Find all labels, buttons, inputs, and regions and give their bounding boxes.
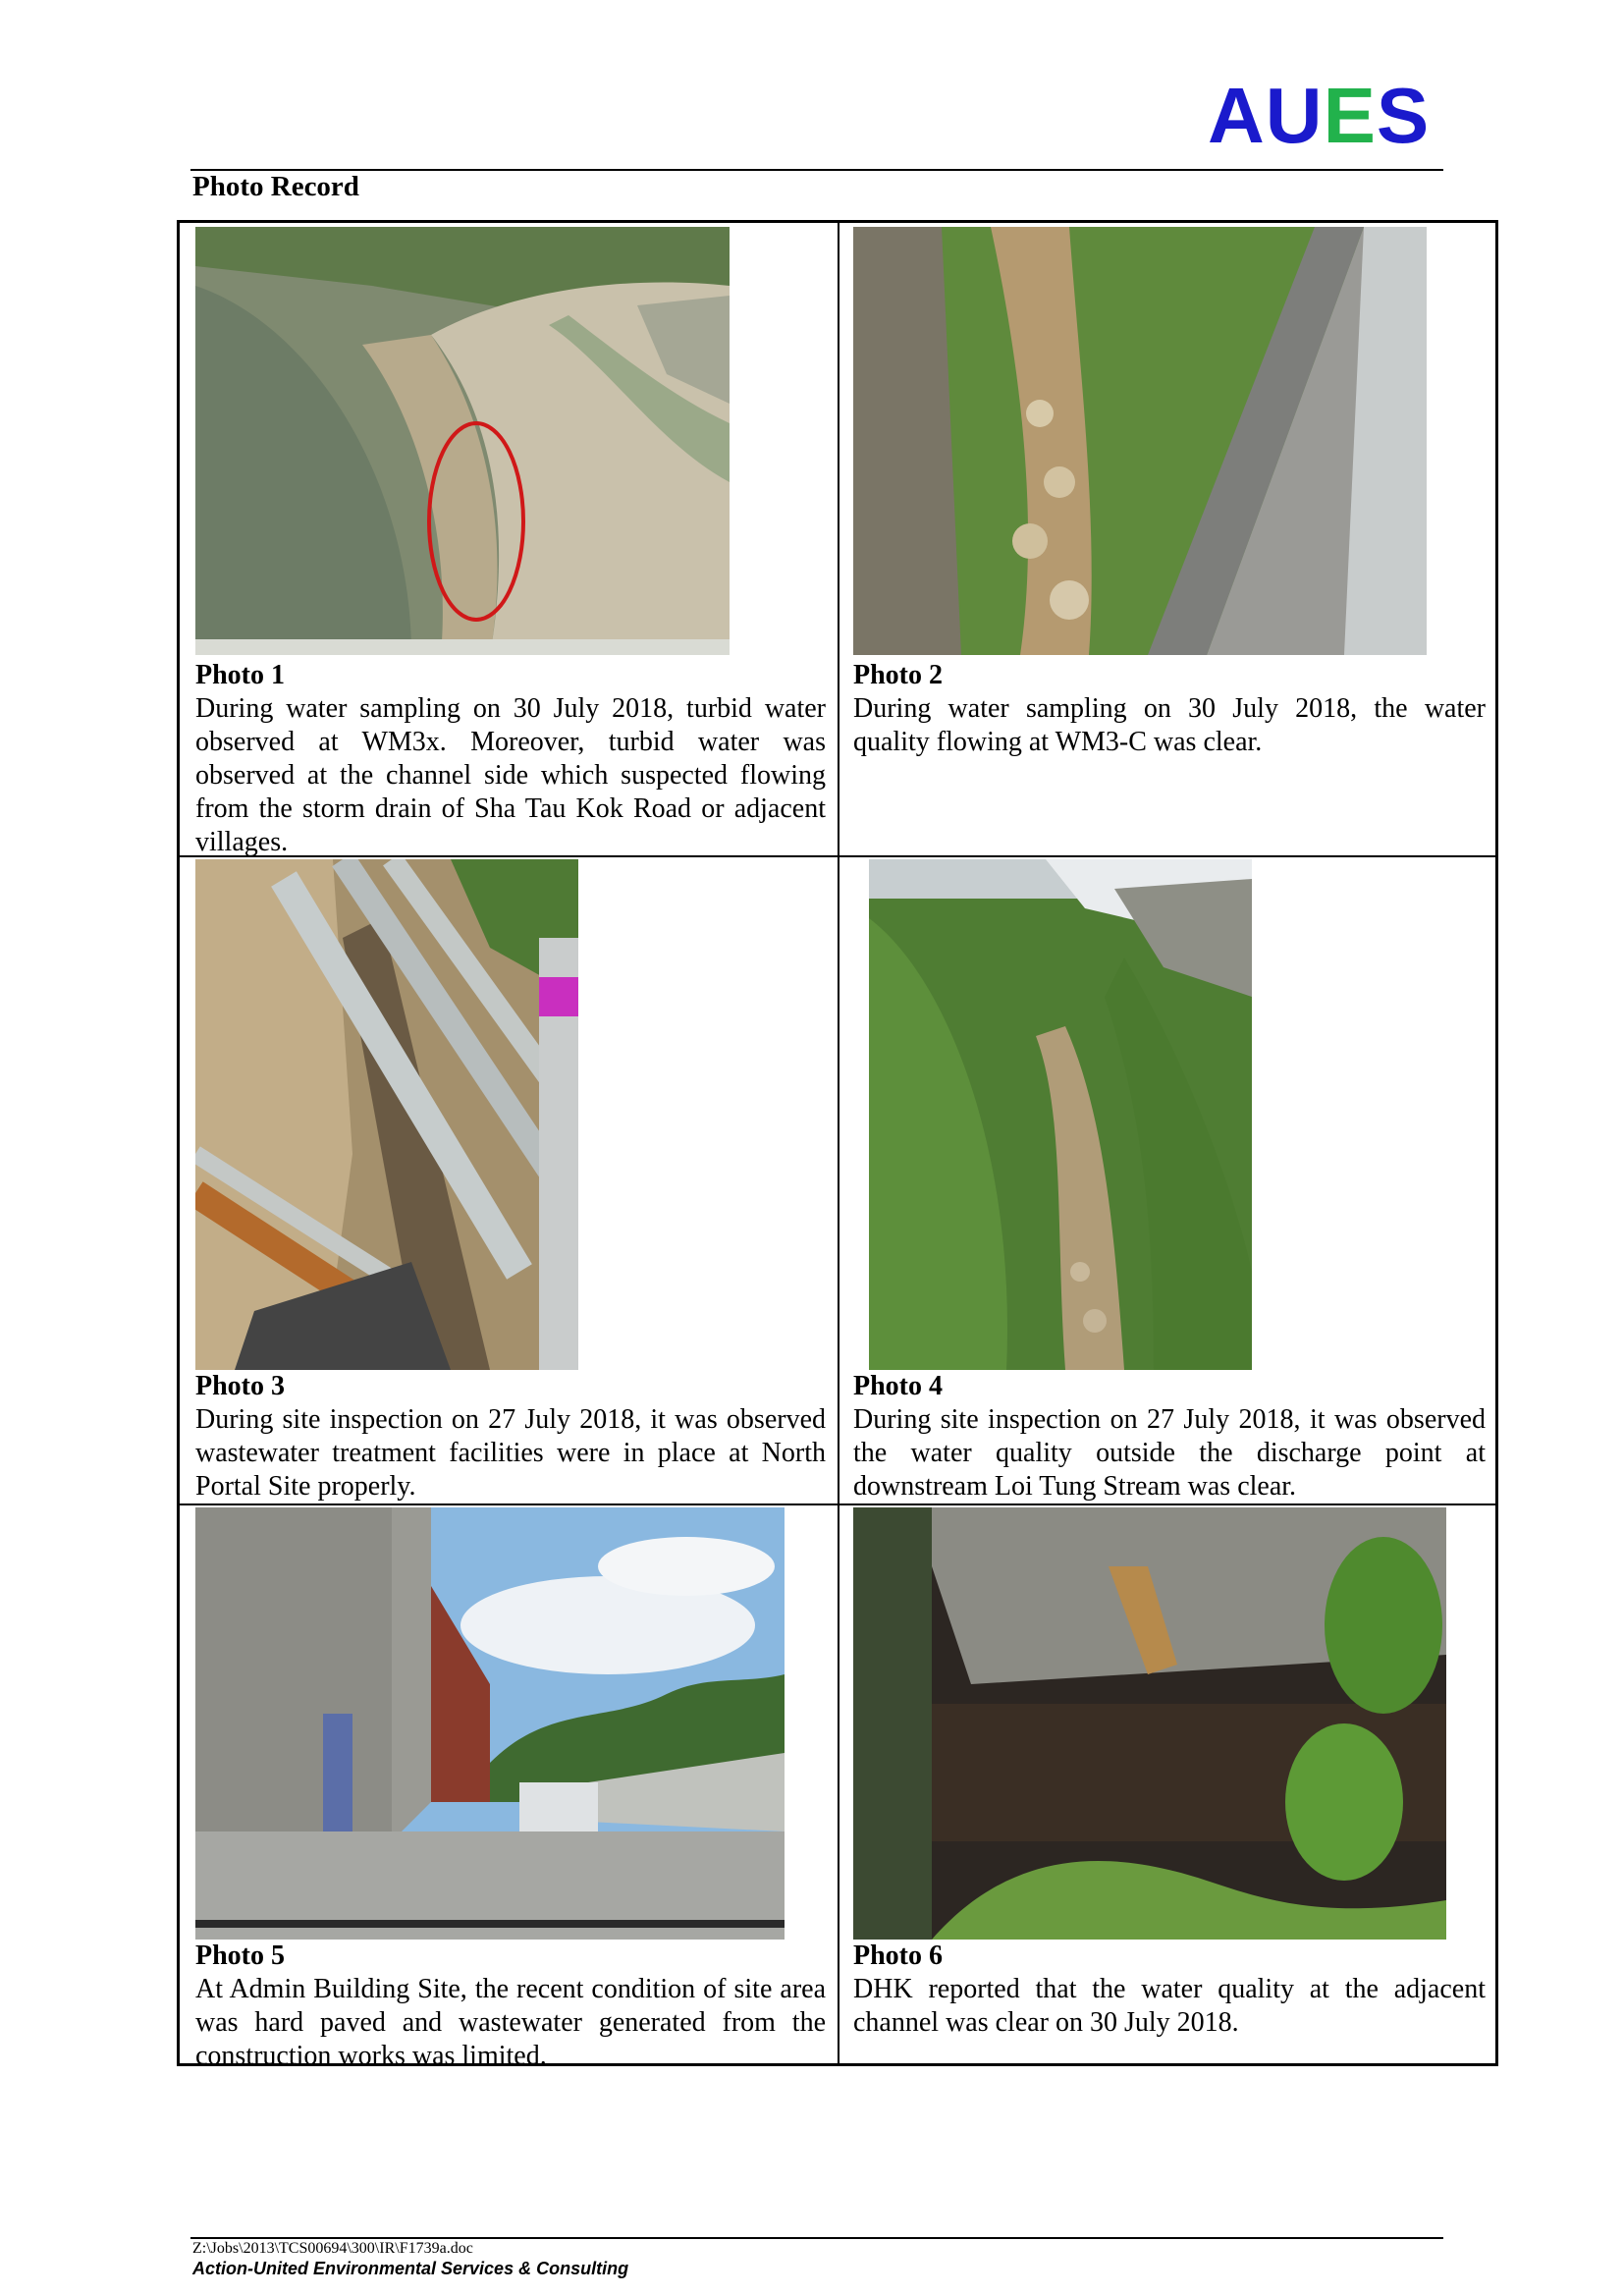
row-divider [180,1503,1495,1505]
photo-4-title: Photo 4 [853,1371,943,1401]
column-divider [838,223,839,2063]
photo-2-image [853,227,1427,655]
logo-letter-u: U [1265,72,1324,159]
photo-6-image [853,1507,1446,1940]
photo-6-title: Photo 6 [853,1941,943,1971]
photo-5-caption: At Admin Building Site, the recent condition of site area was hard paved and wastewater generated from the construction works was limited. [195,1974,826,2071]
photo-record-table [177,220,1498,2071]
photo-2-title: Photo 2 [853,660,943,690]
aues-logo [1208,72,1431,159]
photo-1-caption: During water sampling on 30 July 2018, turbid water observed at WM3x. Moreover, turbid water was observed at the channel side which suspected flowing from the storm drain of Sha Tau Kok Road or adjacent villages. [195,693,826,857]
footer-company-name: Action-United Environmental Services & Consulting [192,2259,629,2278]
logo-letter-s: S [1376,72,1431,159]
photo-4-caption: During site inspection on 27 July 2018, it was observed the water quality outside the discharge point at downstream Loi Tung Stream was clear. [853,1404,1486,1502]
photo-4-image [869,859,1252,1370]
photo-1-title: Photo 1 [195,660,285,690]
photo-1-image [195,227,730,655]
logo-letter-e: E [1323,72,1377,159]
photo-3-image [195,859,578,1370]
photo-2-caption: During water sampling on 30 July 2018, the water quality flowing at WM3-C was clear. [853,693,1486,757]
footer-file-path: Z:\Jobs\2013\TCS00694\300\IR\F1739a.doc [192,2240,473,2257]
section-title: Photo Record [192,171,359,202]
photo-5-image [195,1507,785,1940]
logo-letter-a: A [1208,72,1266,159]
photo-3-caption: During site inspection on 27 July 2018, it was observed wastewater treatment facilities were in place at North Portal Site properly. [195,1404,826,1502]
photo-6-caption: DHK reported that the water quality at the adjacent channel was clear on 30 July 2018. [853,1974,1486,2038]
photo-5-title: Photo 5 [195,1941,285,1971]
footer-rule [190,2237,1443,2239]
photo-3-title: Photo 3 [195,1371,285,1401]
header-rule [190,169,1443,171]
